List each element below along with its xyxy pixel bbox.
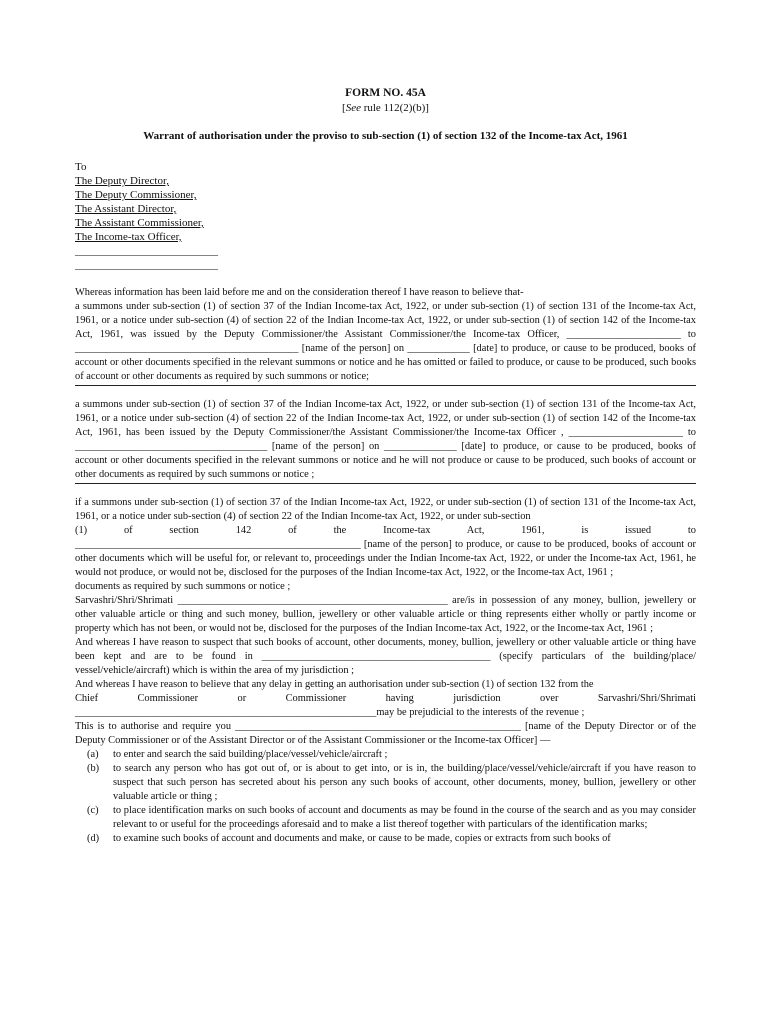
address-blank-2: __________________________ bbox=[75, 259, 218, 271]
list-item bbox=[75, 762, 696, 804]
ground-3-closing: documents as required by such summons or notice ; bbox=[75, 581, 291, 592]
authorisation-paragraph: This is to authorise and require you _______________________________________________________ [name of the Deputy Director or of the Deputy Commissioner or of the Assistant Director or of the Assistant Commissioner or the Income-tax Officer] — bbox=[75, 721, 696, 746]
item-label: (a) bbox=[87, 749, 99, 760]
whereas-delay-rest: __________________________________________________________may be prejudicial to the interests of the revenue ; bbox=[75, 707, 585, 718]
rule-reference bbox=[75, 101, 696, 115]
whereas-delay-lead: And whereas I have reason to believe that any delay in getting an authorisation under sub-section (1) of section 132 from the bbox=[75, 679, 594, 690]
bracket-open: [ bbox=[342, 102, 346, 114]
ground-3-spread-line: (1) of section 142 of the Income-tax Act, 1961, is issued to bbox=[75, 525, 696, 536]
item-label: (c) bbox=[87, 805, 99, 816]
intro-paragraph: Whereas information has been laid before me and on the consideration thereof I have reason to believe that- bbox=[75, 287, 524, 298]
address-line-income-tax-officer: The Income-tax Officer, bbox=[75, 231, 182, 243]
whereas-suspect-paragraph: And whereas I have reason to suspect that such books of account, other documents, money, bullion, jewellery or other valuable article or thing have been kept and are to be found in ____________________________________________ (specify particulars of the building/place/ vessel/vehicle/aircraft) which is within the area of my jurisdiction ; bbox=[75, 637, 696, 676]
item-text: to place identification marks on such books of account and documents as may be found in the course of the search and as you may consider relevant to or useful for the proceedings aforesaid and to make a list thereof together with particulars of the identification marks; bbox=[113, 805, 696, 830]
item-text: to search any person who has got out of, or is about to get into, or is in, the building/place/vessel/vehicle/aircraft if you have reason to suspect that such person has secreted about his person any such books of account, other documents, money, bullion, jewellery or other valuable article or thing ; bbox=[113, 763, 696, 802]
address-block bbox=[75, 160, 696, 272]
ground-1-paragraph: a summons under sub-section (1) of section 37 of the Indian Income-tax Act, 1922, or under sub-section (1) of section 131 of the Income-tax Act, 1961, or a notice under sub-section (4) of section 22 of the Indian Income-tax Act, 1922, or under sub-section (1) of section 142 of the Income-tax Act, 1961, was issued by the Deputy Commissioner/the Assistant Commissioner/the Income-tax Officer, ______________________ to ___________________________________________ [name of the person] on ____________ [date] to produce, or cause to be produced, books of account or other documents specified in the relevant summons or notice and he has omitted or failed to produce, or cause to be produced, such books of account or other documents as required by such summons or notice; bbox=[75, 301, 696, 382]
possession-paragraph: Sarvashri/Shri/Shrimati ____________________________________________________ are/is in possession of any money, bullion, jewellery or other valuable article or thing and such money, bullion, jewellery or other valuable article or thing represents either wholly or partly income or property which has not been, or would not be, disclosed for the purposes of the Indian Income-tax Act, 1922, or the Income-tax Act, 1961 ; bbox=[75, 595, 696, 634]
address-line-deputy-commissioner: The Deputy Commissioner, bbox=[75, 189, 197, 201]
list-item bbox=[75, 804, 696, 832]
address-blank-1: __________________________ bbox=[75, 245, 218, 257]
whereas-delay-spread-line: Chief Commissioner or Commissioner having jurisdiction over Sarvashri/Shri/Shrimati bbox=[75, 693, 696, 704]
address-line-deputy-director: The Deputy Director, bbox=[75, 175, 169, 187]
ground-3-rest: _______________________________________________________ [name of the person] to produce, or cause to be produced, books of account or other documents which will be useful for, or relevant to, proceedings under the Indian Income-tax Act, 1922, or under the Income-tax Act, 1961, he would not produce, or would not be, disclosed for the purposes of the Indian Income-tax Act, 1922, or the Income-tax Act, 1961 ; bbox=[75, 539, 696, 578]
item-text: to enter and search the said building/place/vessel/vehicle/aircraft ; bbox=[113, 749, 388, 760]
authorisation-items bbox=[75, 748, 696, 846]
item-label: (b) bbox=[87, 763, 100, 774]
address-to: To bbox=[75, 161, 87, 173]
address-line-assistant-commissioner: The Assistant Commissioner, bbox=[75, 217, 204, 229]
form-title: FORM NO. 45A bbox=[345, 87, 426, 99]
list-item bbox=[75, 748, 696, 762]
see-text: See bbox=[345, 102, 361, 114]
ground-3-lead: if a summons under sub-section (1) of section 37 of the Indian Income-tax Act, 1922, or under sub-section (1) of section 131 of the Income-tax Act, 1961, or a notice under sub-section (4) of section 22 of the Indian Income-tax Act, 1922, or under sub-section bbox=[75, 497, 696, 522]
address-line-assistant-director: The Assistant Director, bbox=[75, 203, 177, 215]
ground-2-paragraph: a summons under sub-section (1) of section 37 of the Indian Income-tax Act, 1922, or under sub-section (1) of section 131 of the Income-tax Act, 1961, or a notice under sub-section (4) of section 22 of the Indian Income-tax Act, 1922, or under sub-section (1) of section 142 of the Income-tax Act, 1961, has been issued by the Deputy Commissioner/the Assistant Commissioner/the Income-tax Officer , ______________________ to _____________________________________ [name of the person] on ______________ [date] to produce, or cause to be produced, books of account or other documents specified in the relevant summons or notice and he will not produce or cause to be produced, such books of account or other documents as required by such summons or notice ; bbox=[75, 399, 696, 480]
form-heading: Warrant of authorisation under the proviso to sub-section (1) of section 132 of the Income-tax Act, 1961 bbox=[143, 130, 628, 142]
rule-number: rule 112(2)(b)] bbox=[360, 102, 429, 114]
item-label: (d) bbox=[87, 833, 100, 844]
item-text: to examine such books of account and documents and make, or cause to be made, copies or extracts from such books of bbox=[113, 833, 611, 844]
list-item bbox=[75, 832, 696, 846]
